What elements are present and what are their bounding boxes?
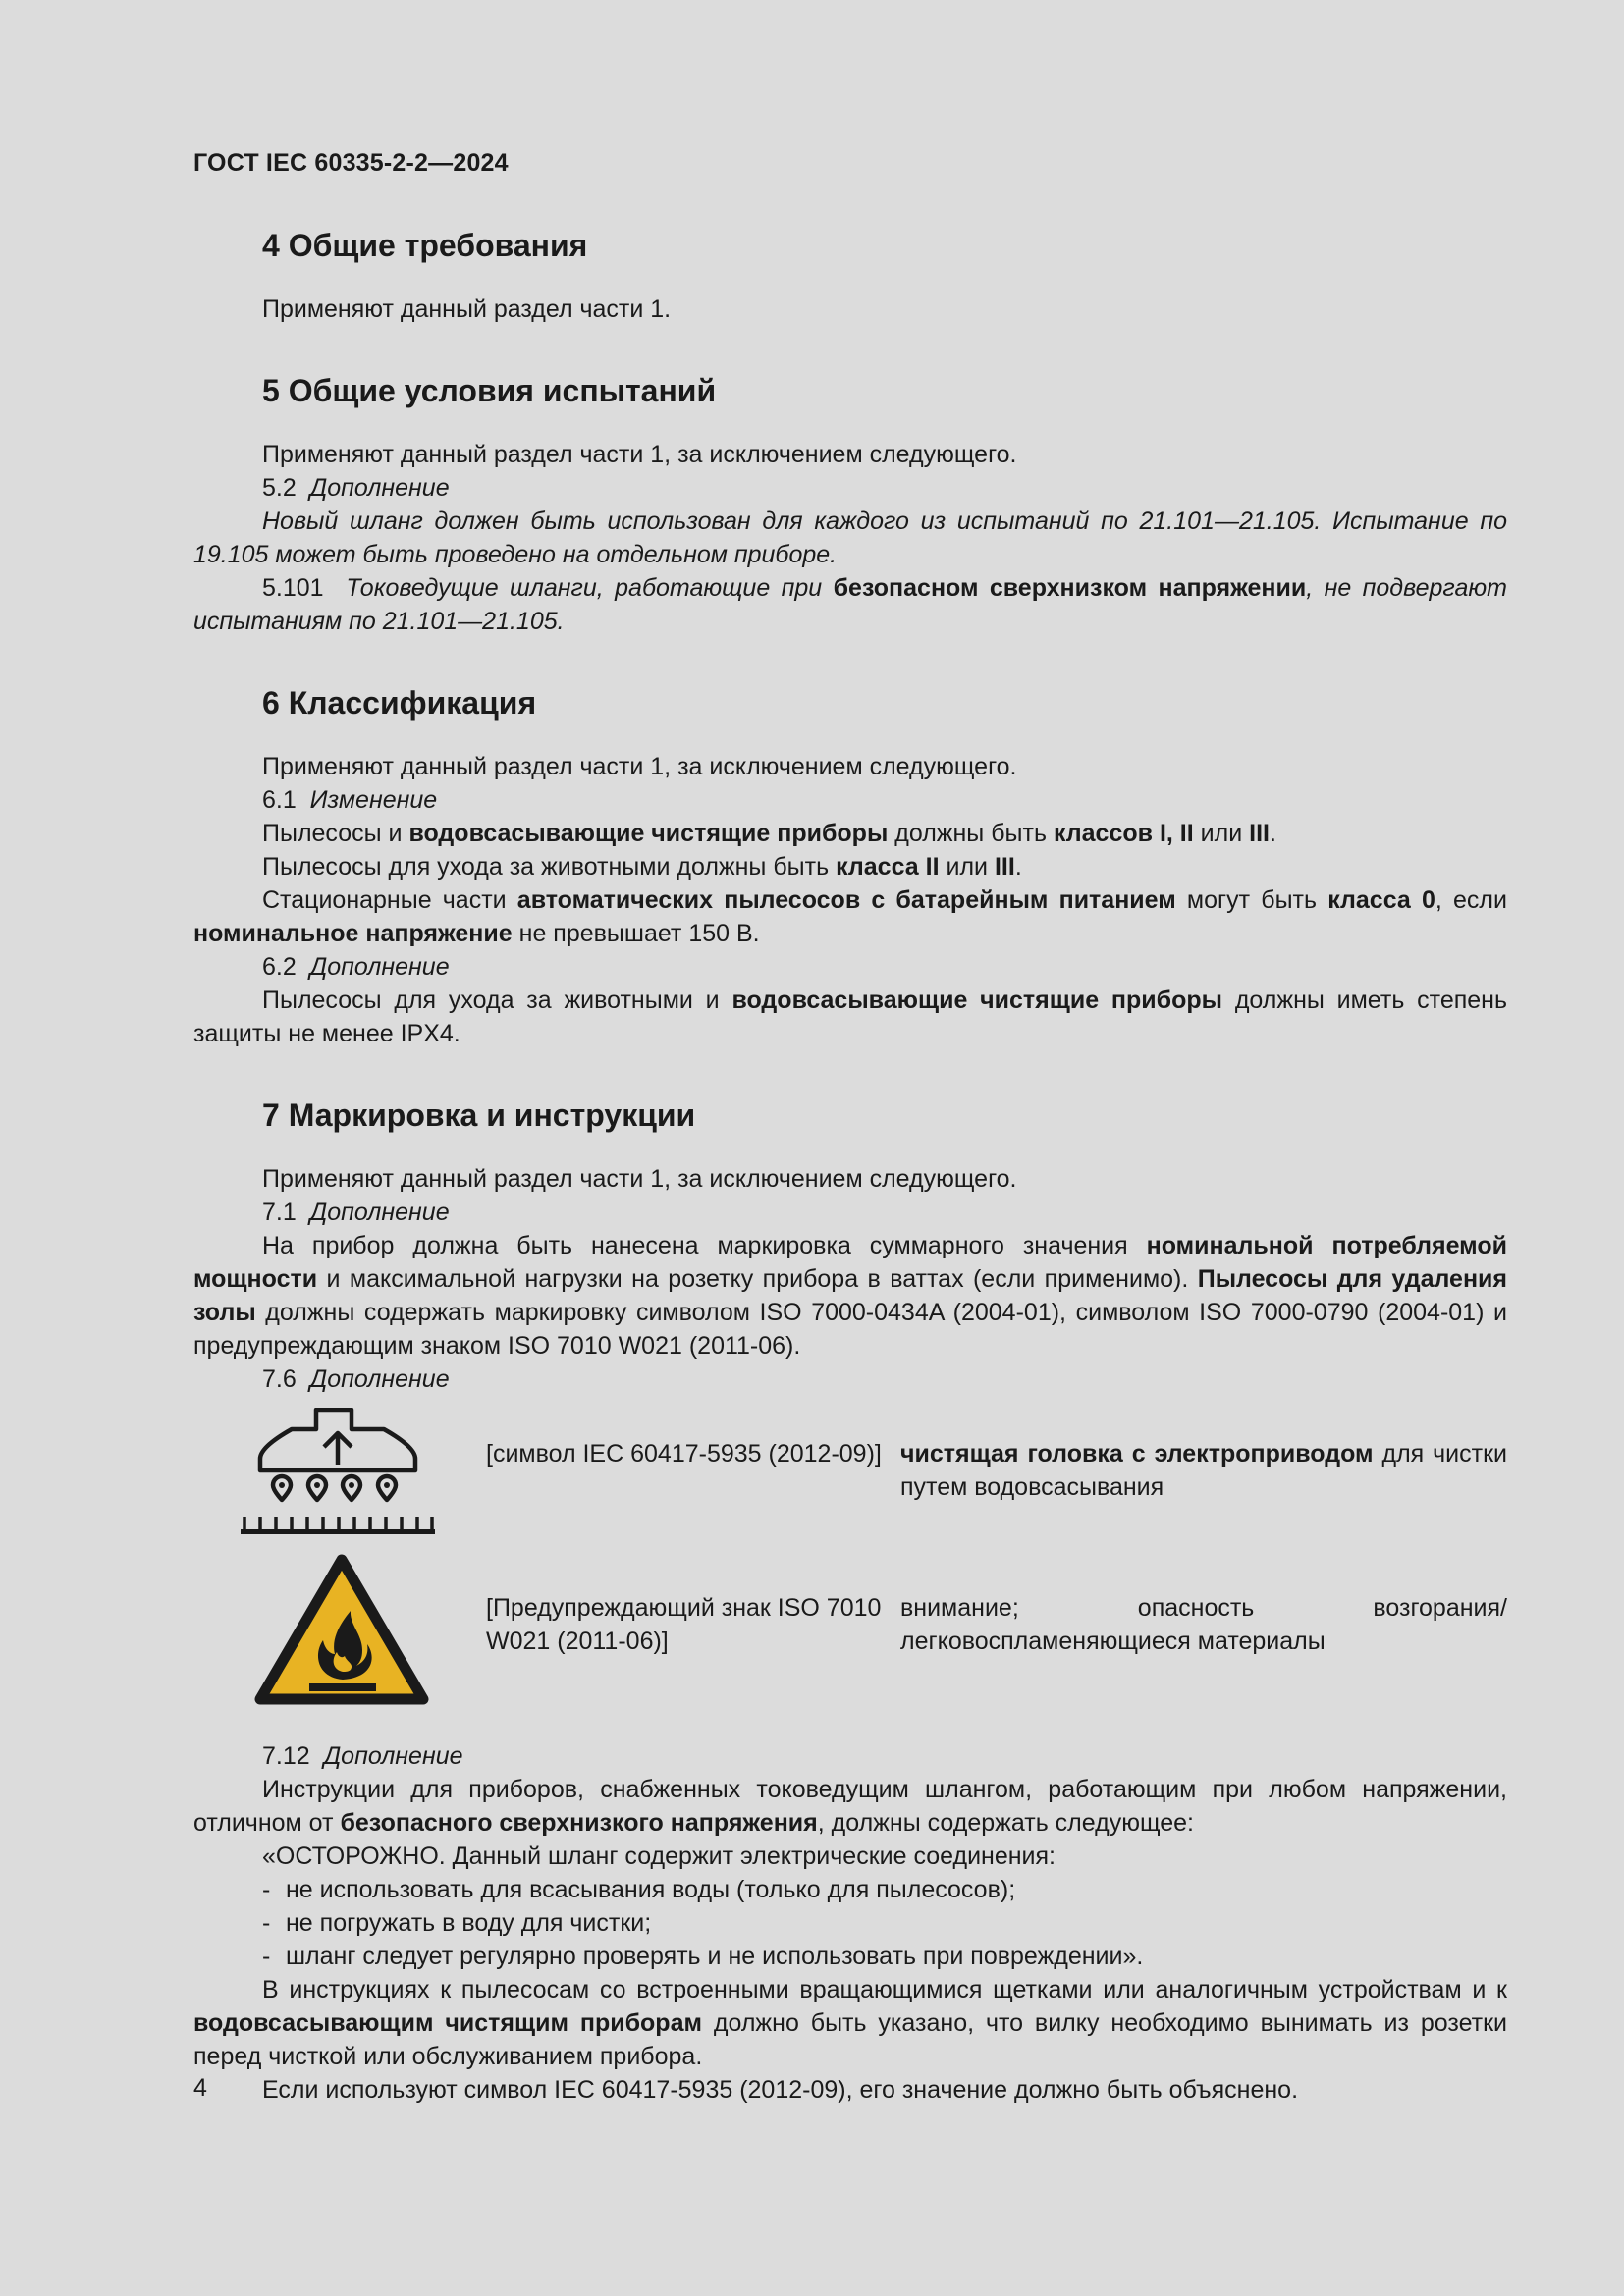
page-header: ГОСТ IEC 60335-2-2—2024 — [193, 149, 509, 177]
clause-6-1-heading: 6.1 Изменение — [262, 786, 438, 814]
symbol-1-reference: [символ IEC 60417-5935 (2012-09)] — [486, 1440, 882, 1468]
clause-6-1-line-3: Стационарные части автоматических пылесосов с батарейным питанием могут быть класса 0, если номинальное напряжение не превышает 150 В. — [193, 886, 1507, 947]
symbol-row-2 — [193, 1552, 1507, 1716]
warning-heading: «ОСТОРОЖНО. Данный шланг содержит электрические соединения: — [262, 1842, 1056, 1870]
clause-7-12-heading: 7.12 Дополнение — [262, 1742, 463, 1770]
clause-7-12-text: Инструкции для приборов, снабженных токоведущим шлангом, работающим при любом напряжении, отличном от безопасного сверхнизкого напряжения, должны содержать следующее: — [193, 1776, 1507, 1837]
section-7-intro: Применяют данный раздел части 1, за исключением следующего. — [262, 1165, 1017, 1193]
warning-item: - не погружать в воду для чистки; — [262, 1909, 652, 1937]
clause-7-1-text: На прибор должна быть нанесена маркировка суммарного значения номинальной потребляемой мощности и максимальной нагрузки на розетку прибора в ваттах (если применимо). Пылесосы для удаления золы должны содержать маркировку символом ISO 7000-0434A (2004-01), символом ISO 7000-0790 (2004-01) и предупреждающим знаком ISO 7010 W021 (2011-06). — [193, 1232, 1508, 1360]
section-6-intro: Применяют данный раздел части 1, за исключением следующего. — [262, 753, 1017, 780]
symbol-2-reference: [Предупреждающий знак ISO 7010 W021 (2011-06)] — [486, 1594, 882, 1655]
page-number: 4 — [193, 2074, 207, 2102]
clause-5-2-heading: 5.2 Дополнение — [262, 474, 450, 502]
clause-6-1-line-1: Пылесосы и водовсасывающие чистящие приборы должны быть классов I, II или III. — [262, 820, 1276, 847]
clause-6-1-line-2: Пылесосы для ухода за животными должны быть класса II или III. — [262, 853, 1022, 881]
section-6-title: 6 Классификация — [262, 685, 537, 721]
section-7-title: 7 Маркировка и инструкции — [262, 1097, 696, 1133]
flammable-warning-sign-icon — [193, 1552, 486, 1716]
clause-7-12-rotating-brushes: В инструкциях к пылесосам со встроенными вращающимися щетками или аналогичным устройствам и к водовсасывающим чистящим приборам должно быть указано, что вилку необходимо вынимать из розетки перед чисткой или обслуживанием прибора. — [193, 1976, 1507, 2070]
warning-item: - шланг следует регулярно проверять и не использовать при повреждении». — [262, 1943, 1144, 1970]
warning-item: - не использовать для всасывания воды (только для пылесосов); — [262, 1876, 1016, 1903]
clause-6-2-text: Пылесосы для ухода за животными и водовсасывающие чистящие приборы должны иметь степень защиты не менее IPX4. — [193, 987, 1508, 1047]
clause-5-2-text: Новый шланг должен быть использован для каждого из испытаний по 21.101—21.105. Испытание по 19.105 может быть проведено на отдельном приборе. — [193, 507, 1507, 568]
clause-7-1-heading: 7.1 Дополнение — [262, 1199, 450, 1226]
clause-5-101: 5.101 Токоведущие шланги, работающие при безопасном сверхнизком напряжении, не подвергают испытаниям по 21.101—21.105. — [193, 574, 1507, 635]
symbol-2-description: внимание; опасность возгорания/легковоспламеняющиеся материалы — [900, 1594, 1507, 1655]
symbol-row-1 — [193, 1408, 1507, 1546]
document-body — [193, 220, 1507, 2107]
clause-7-6-heading: 7.6 Дополнение — [262, 1365, 450, 1393]
section-4-title: 4 Общие требования — [262, 228, 588, 263]
section-5-intro: Применяют данный раздел части 1, за исключением следующего. — [262, 441, 1017, 468]
section-5-title: 5 Общие условия испытаний — [262, 373, 717, 408]
section-4-text: Применяют данный раздел части 1. — [262, 295, 672, 323]
clause-7-12-last: Если используют символ IEC 60417-5935 (2012-09), его значение должно быть объяснено. — [262, 2076, 1299, 2104]
powered-cleaning-head-symbol-icon — [193, 1408, 486, 1546]
symbol-1-description: чистящая головка с электроприводом для чистки путем водовсасывания — [900, 1440, 1507, 1501]
clause-6-2-heading: 6.2 Дополнение — [262, 953, 450, 981]
